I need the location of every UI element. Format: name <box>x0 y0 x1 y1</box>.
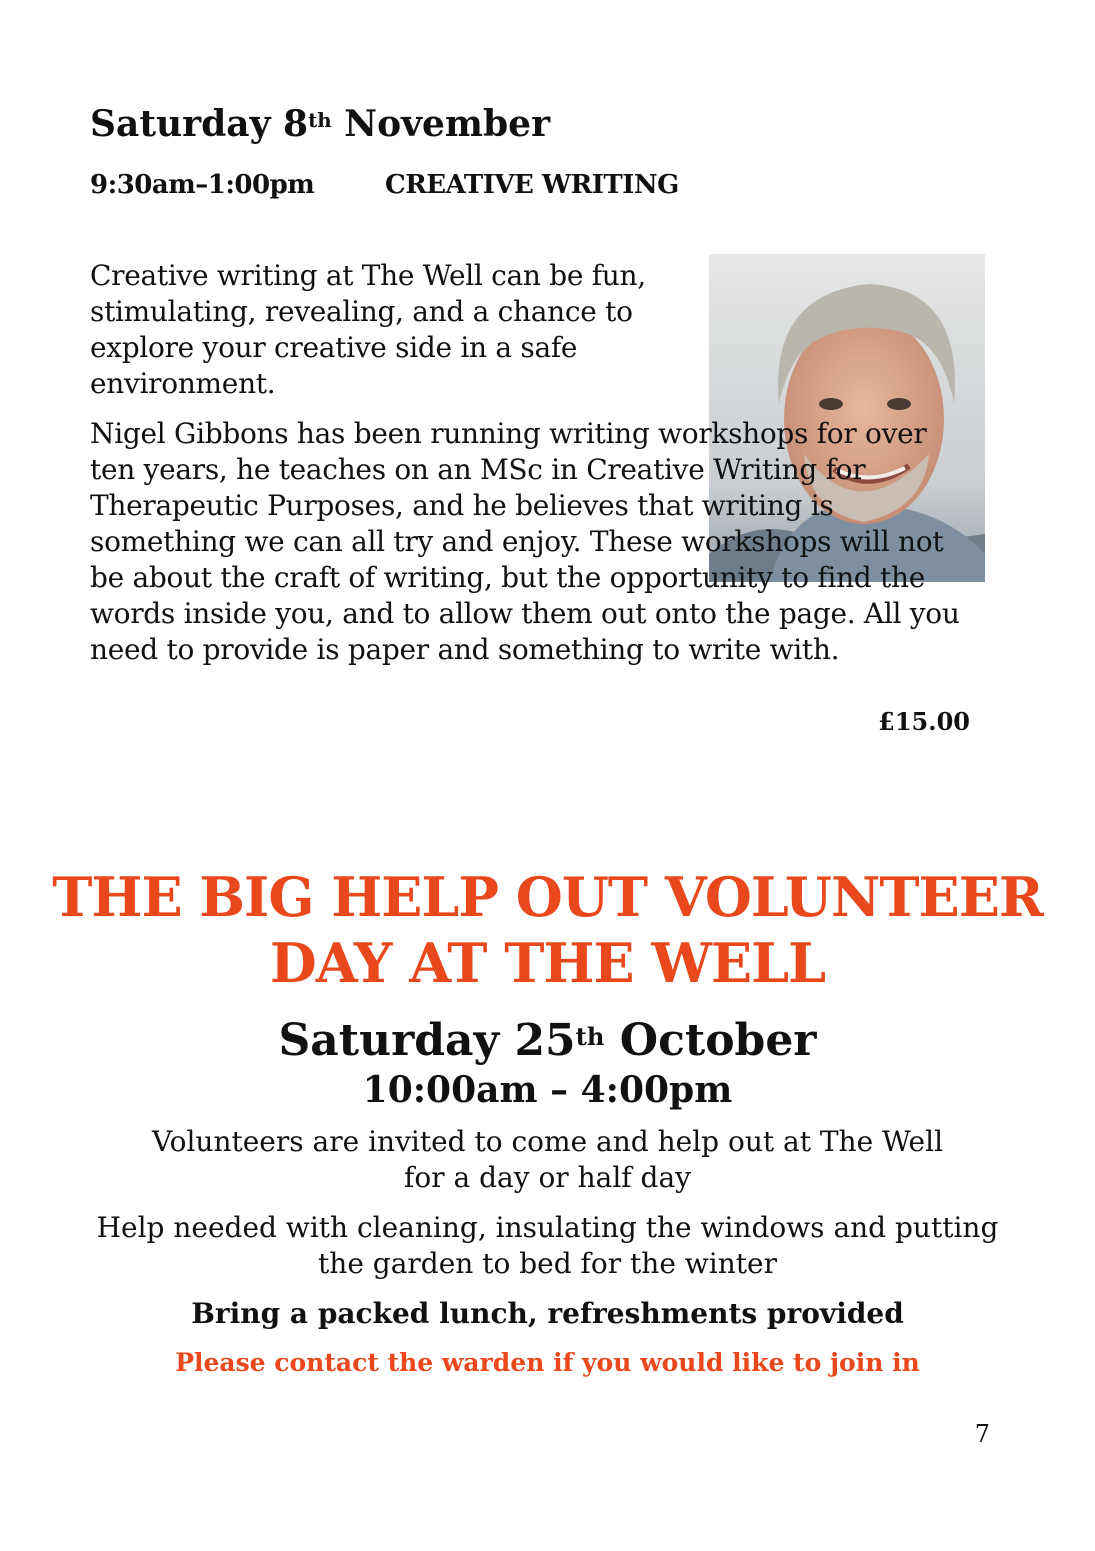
page-number: 7 <box>974 1420 990 1448</box>
event1-time: 9:30am–1:00pm <box>90 170 315 200</box>
date-ordinal: th <box>575 1022 605 1051</box>
event1-intro-paragraph: Creative writing at The Well can be fun, stimulating, revealing, and a chance to explore your creative side in a safe environment. <box>90 259 646 400</box>
event1-description-paragraph: Nigel Gibbons has been running writing workshops for over ten years, he teaches on an MSc in Creative Writing for Therapeutic Purposes, and he believes that writing is something we can all try and enjoy. These workshops will not be about the craft of writing, but the opportunity to find the words inside you, and to allow them out onto the page. All you need to provide is paper and something to write with. <box>90 417 960 666</box>
volunteer-invite-text: Volunteers are invited to come and help out at The Well for a day or half day <box>151 1125 944 1194</box>
packed-lunch-note: Bring a packed lunch, refreshments provided <box>191 1297 904 1330</box>
date-ordinal: th <box>308 108 332 132</box>
event2-date: Saturday 25th October <box>278 1015 817 1066</box>
help-needed-text: Help needed with cleaning, insulating the windows and putting the garden to bed for the winter <box>96 1211 999 1280</box>
event1-title: CREATIVE WRITING <box>385 170 679 200</box>
volunteer-day-headline: THE BIG HELP OUT VOLUNTEER DAY AT THE WELL <box>52 865 1043 995</box>
event1-price: £15.00 <box>878 707 970 736</box>
event2-time: 10:00am – 4:00pm <box>362 1069 733 1111</box>
event1-date: Saturday 8th November <box>90 103 551 145</box>
contact-warden-note: Please contact the warden if you would like to join in <box>175 1348 920 1377</box>
